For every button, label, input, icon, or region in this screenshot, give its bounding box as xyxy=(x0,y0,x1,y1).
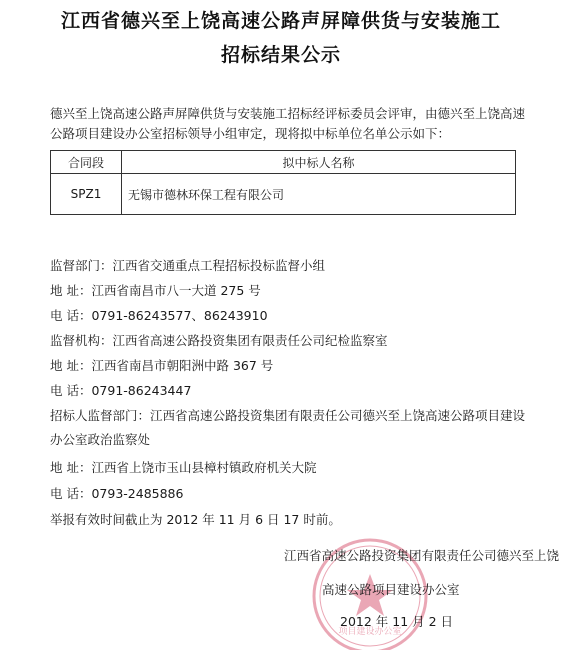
supervision-org-phone: 电 话：0791-86243447 xyxy=(50,383,192,398)
tenderer-dept-line1: 招标人监督部门：江西省高速公路投资集团有限责任公司德兴至上饶高速公路项目建设 xyxy=(50,408,526,423)
table-header-bidder: 拟中标人名称 xyxy=(122,151,516,174)
contract-code-cell: SPZ1 xyxy=(51,174,122,215)
bid-result-table xyxy=(50,150,516,215)
supervision-dept-phone: 电 话：0791-86243577、86243910 xyxy=(50,308,268,323)
tenderer-phone: 电 话：0793-2485886 xyxy=(50,486,184,501)
table-header-row xyxy=(51,151,516,174)
issue-date: 2012 年 11 月 2 日 xyxy=(340,614,454,629)
tenderer-address: 地 址：江西省上饶市玉山县樟村镇政府机关大院 xyxy=(50,460,317,475)
intro-paragraph-line2: 公路项目建设办公室招标领导小组审定，现将拟中标单位名单公示如下： xyxy=(50,126,451,141)
intro-paragraph-line1: 德兴至上饶高速公路声屏障供货与安装施工招标经评标委员会评审，由德兴至上饶高速 xyxy=(50,106,526,121)
supervision-dept-address: 地 址：江西省南昌市八一大道 275 号 xyxy=(50,283,261,298)
table-row xyxy=(51,174,516,215)
report-deadline: 举报有效时间截止为 2012 年 11 月 6 日 17 时前。 xyxy=(50,512,341,527)
issuer-line1: 江西省高速公路投资集团有限责任公司德兴至上饶 xyxy=(284,548,560,563)
bidder-name-cell: 无锡市德林环保工程有限公司 xyxy=(122,174,516,215)
issuer-line2: 高速公路项目建设办公室 xyxy=(322,582,460,597)
seal-bottom-text: 项目建设办公室 xyxy=(338,627,402,637)
supervision-org-address: 地 址：江西省南昌市朝阳洲中路 367 号 xyxy=(50,358,274,373)
supervision-dept: 监督部门：江西省交通重点工程招标投标监督小组 xyxy=(50,258,326,273)
tenderer-dept-line2: 办公室政治监察处 xyxy=(50,432,151,447)
table-header-contract: 合同段 xyxy=(51,151,122,174)
document-title-line2: 招标结果公示 xyxy=(220,44,341,66)
document-title-line1: 江西省德兴至上饶高速公路声屏障供货与安装施工 xyxy=(60,10,501,32)
supervision-org: 监督机构：江西省高速公路投资集团有限责任公司纪检监察室 xyxy=(50,333,388,348)
